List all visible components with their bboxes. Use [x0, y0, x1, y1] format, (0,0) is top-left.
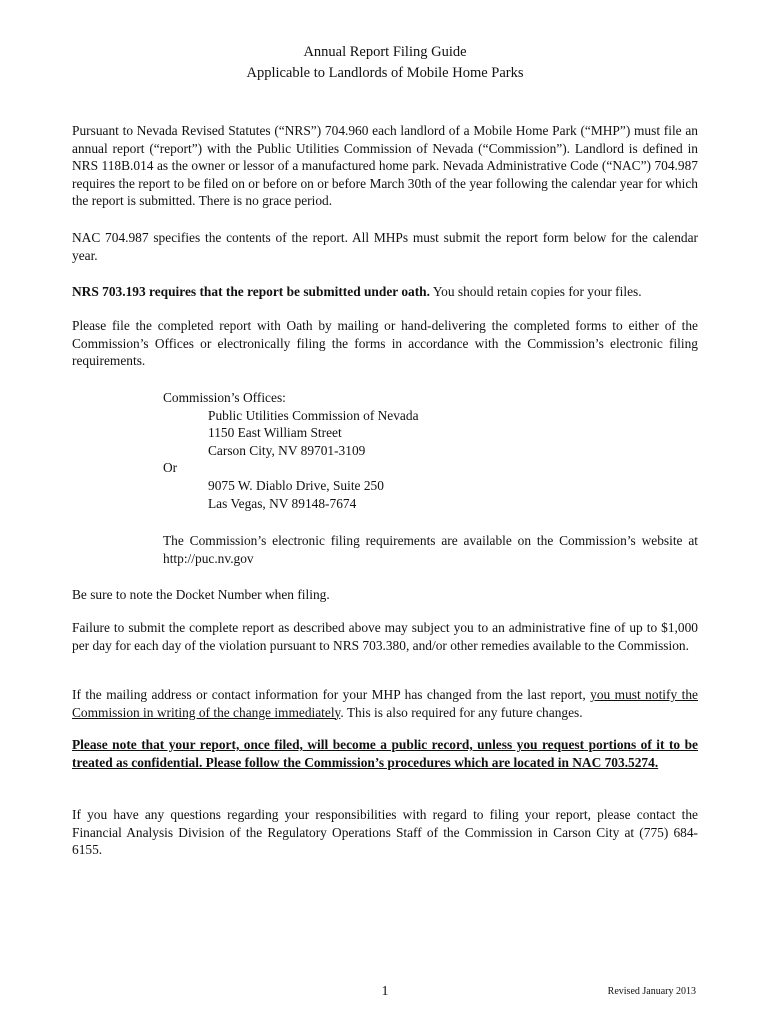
office2-city: Las Vegas, NV 89148-7674: [208, 495, 357, 511]
office1-street: 1150 East William Street: [208, 425, 342, 441]
office1-city: Carson City, NV 89701-3109: [208, 442, 366, 458]
office1-name: Public Utilities Commission of Nevada: [208, 407, 419, 423]
public-record-notice: Please note that your report, once filed, will become a public record, unless you request portions of it to be treated as confidential. Please follow the Commission’s procedures which are located in NAC 703.5274.: [72, 737, 698, 770]
contents-paragraph: NAC 704.987 specifies the contents of the report. All MHPs must submit the report form below for the calendar year.: [72, 230, 698, 263]
oath-requirement: NRS 703.193 requires that the report be submitted under oath.: [72, 284, 430, 299]
filing-paragraph: Please file the completed report with Oath by mailing or hand-delivering the completed forms to either of the Commission’s Offices or electronically filing the forms in accordance with the Commission’s electronic filing requirements.: [72, 318, 698, 369]
intro-paragraph: Pursuant to Nevada Revised Statutes (“NRS”) 704.960 each landlord of a Mobile Home Park (“MHP”) must file an annual report (“report”) with the Public Utilities Commission of Nevada (“Commission”). Landlord is defined in NRS 118B.014 as the owner or lessor of a manufactured home park. Nevada Administrative Code (“NAC”) 704.987 requires the report to be filed on or before on or before March 30th of the year following the calendar year for which the report is submitted. There is no grace period.: [72, 123, 698, 209]
offices-heading: Commission’s Offices:: [163, 390, 286, 405]
failure-paragraph: Failure to submit the complete report as described above may subject you to an administrative fine of up to $1,000 per day for each day of the violation pursuant to NRS 703.380, and/or other remedies available to the Commission.: [72, 620, 698, 653]
website-note: The Commission’s electronic filing requirements are available on the Commission’s website at http://puc.nv.gov: [163, 533, 698, 566]
commission-offices: [163, 389, 703, 512]
title-line-1: Annual Report Filing Guide: [303, 44, 467, 60]
change-notice-paragraph: If the mailing address or contact information for your MHP has changed from the last report, you must notify the Commission in writing of the change immediately. This is also required for any future changes.: [72, 687, 698, 720]
offices-or: Or: [163, 460, 178, 476]
questions-paragraph: If you have any questions regarding your responsibilities with regard to filing your report, please contact the Financial Analysis Division of the Regulatory Operations Staff of the Commission in Carson City at (775) 684-6155.: [72, 807, 698, 858]
office2-street: 9075 W. Diablo Drive, Suite 250: [208, 477, 384, 493]
page-number: 1: [381, 984, 389, 999]
revised-date: Revised January 2013: [607, 986, 696, 997]
title-line-2: Applicable to Landlords of Mobile Home Parks: [246, 65, 524, 81]
notify-commission-underlined: you must notify the Commission in writing of the change immediately: [72, 687, 698, 720]
oath-retain-copies: You should retain copies for your files.: [429, 284, 642, 299]
oath-paragraph: [72, 283, 698, 301]
document-title: [0, 42, 770, 84]
docket-paragraph: Be sure to note the Docket Number when filing.: [72, 587, 330, 602]
